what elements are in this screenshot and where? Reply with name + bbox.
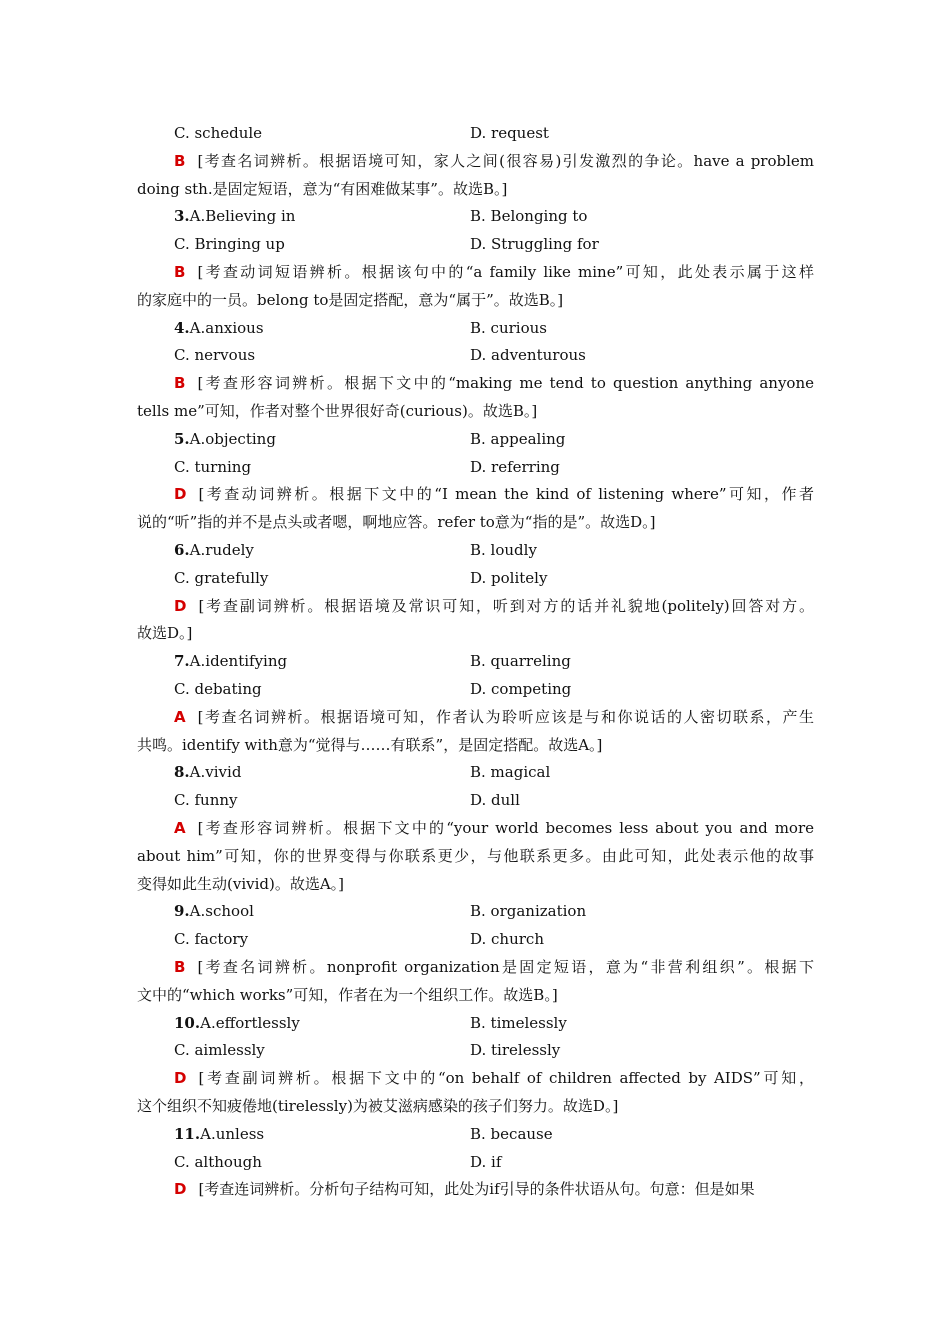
- explanation-line: [0, 953, 950, 981]
- explanation-line: [0, 147, 950, 175]
- question-number: 10.: [174, 1013, 201, 1032]
- option-a: C. funny: [174, 791, 238, 810]
- option-a: C. factory: [174, 930, 249, 949]
- option-a: C. although: [174, 1152, 262, 1171]
- explanation-line: [0, 619, 950, 647]
- option-line: [0, 925, 950, 953]
- answer-letter: B: [174, 263, 186, 281]
- question-number: 11.: [174, 1124, 201, 1143]
- option-a: C. nervous: [174, 346, 256, 365]
- explanation-first: B [考查名词辨析。根据语境可知，家人之间(很容易)引发激烈的争论。have a problem: [174, 151, 814, 170]
- question-number: 7.: [174, 652, 190, 671]
- explanation-line: [0, 870, 950, 898]
- explanation-line: [0, 508, 950, 536]
- explanation-line: [0, 258, 950, 286]
- explanation-continuation: 这个组织不知疲倦地(tirelessly)为被艾滋病感染的孩子们努力。故选D。]: [137, 1097, 619, 1115]
- option-a: C. aimlessly: [174, 1041, 265, 1060]
- question-number: 8.: [174, 763, 190, 782]
- explanation-line: [0, 175, 950, 203]
- explanation-continuation: doing sth.是固定短语，意为“有困难做某事”。故选B。]: [137, 179, 508, 198]
- option-b: D. politely: [470, 568, 548, 587]
- option-line: [0, 647, 950, 675]
- explanation-line: [0, 592, 950, 620]
- option-a: 9.A.school: [174, 902, 254, 921]
- option-line: [0, 1120, 950, 1148]
- explanation-line: [0, 369, 950, 397]
- option-b: D. adventurous: [470, 346, 586, 365]
- explanation-line: [0, 1175, 950, 1203]
- explanation-line: [0, 286, 950, 314]
- explanation-line: [0, 397, 950, 425]
- explanation-first: D [考查副词辨析。根据下文中的“on behalf of children affected by AIDS”可知，: [174, 1069, 814, 1088]
- option-line: [0, 119, 950, 147]
- option-line: [0, 536, 950, 564]
- option-line: [0, 786, 950, 814]
- option-line: [0, 453, 950, 481]
- option-b: D. competing: [470, 680, 572, 698]
- option-line: [0, 564, 950, 592]
- explanation-line: [0, 480, 950, 508]
- explanation-line: [0, 842, 950, 870]
- option-line: [0, 1009, 950, 1037]
- option-a: 4.A.anxious: [174, 318, 264, 337]
- option-b: D. request: [470, 124, 549, 142]
- option-a: 8.A.vivid: [174, 763, 242, 782]
- option-line: [0, 758, 950, 786]
- explanation-first: B [考查动词短语辨析。根据该句中的“a family like mine”可知，此处表示属于这样: [174, 263, 814, 281]
- option-b: B. quarreling: [470, 652, 571, 671]
- question-number: 5.: [174, 429, 190, 448]
- option-a: 6.A.rudely: [174, 541, 254, 559]
- explanation-first: A [考查形容词辨析。根据下文中的“your world becomes less about you and more: [174, 819, 814, 837]
- option-b: B. because: [470, 1124, 553, 1143]
- option-line: [0, 1036, 950, 1064]
- answer-letter: D: [174, 1180, 187, 1199]
- option-b: D. Struggling for: [470, 235, 599, 254]
- option-b: D. church: [470, 930, 544, 949]
- option-line: [0, 341, 950, 369]
- option-b: B. magical: [470, 763, 551, 782]
- option-line: [0, 675, 950, 703]
- explanation-line: [0, 731, 950, 759]
- explanation-first: B [考查名词辨析。nonprofit organization是固定短语，意为“非营利组织”。根据下: [174, 958, 814, 976]
- option-a: C. Bringing up: [174, 235, 285, 254]
- question-number: 6.: [174, 541, 190, 559]
- answer-letter: D: [174, 1069, 187, 1088]
- answer-letter: B: [174, 958, 186, 976]
- option-a: C. debating: [174, 680, 262, 698]
- option-b: D. tirelessly: [470, 1041, 561, 1060]
- explanation-line: [0, 1064, 950, 1092]
- answer-letter: D: [174, 485, 187, 504]
- option-line: [0, 314, 950, 342]
- option-b: B. loudly: [470, 541, 537, 559]
- option-b: B. timelessly: [470, 1013, 567, 1032]
- answer-letter: A: [174, 707, 186, 726]
- explanation-continuation: 说的“听”指的并不是点头或者嗯，啊地应答。refer to意为“指的是”。故选D。]: [137, 513, 656, 532]
- option-b: B. organization: [470, 902, 587, 921]
- option-line: [0, 1148, 950, 1176]
- explanation-first: B [考查形容词辨析。根据下文中的“making me tend to question anything anyone: [174, 374, 814, 393]
- question-number: 3.: [174, 207, 190, 226]
- option-a: 11.A.unless: [174, 1124, 265, 1143]
- option-b: D. dull: [470, 791, 520, 810]
- option-a: C. gratefully: [174, 568, 269, 587]
- explanation-first: A [考查名词辨析。根据语境可知，作者认为聆听应该是与和你说话的人密切联系，产生: [174, 707, 814, 726]
- option-b: B. Belonging to: [470, 207, 588, 226]
- explanation-line: [0, 1092, 950, 1120]
- option-b: D. referring: [470, 457, 560, 476]
- question-number: 4.: [174, 318, 190, 337]
- option-b: D. if: [470, 1152, 502, 1171]
- explanation-line: [0, 814, 950, 842]
- explanation-line: [0, 703, 950, 731]
- option-a: C. schedule: [174, 124, 263, 142]
- explanation-continuation: 故选D。]: [137, 624, 193, 643]
- explanation-continuation: 文中的“which works”可知，作者在为一个组织工作。故选B。]: [137, 985, 558, 1004]
- explanation-continuation: about him”可知，你的世界变得与你联系更少，与他联系更多。由此可知，此处表示他的故事: [137, 846, 814, 865]
- option-line: [0, 230, 950, 258]
- explanation-continuation: 变得如此生动(vivid)。故选A。]: [137, 874, 345, 893]
- explanation-continuation: tells me”可知，作者对整个世界很好奇(curious)。故选B。]: [137, 402, 538, 420]
- option-a: 10.A.effortlessly: [174, 1013, 300, 1032]
- explanation-first: D [考查动词辨析。根据下文中的“I mean the kind of listening where”可知，作者: [174, 485, 814, 504]
- answer-letter: B: [174, 151, 186, 170]
- answer-letter: D: [174, 596, 187, 615]
- option-a: 7.A.identifying: [174, 652, 288, 671]
- answer-letter: A: [174, 819, 186, 837]
- option-line: [0, 202, 950, 230]
- answer-letter: B: [174, 374, 186, 393]
- option-b: B. appealing: [470, 429, 566, 448]
- explanation-line: [0, 981, 950, 1009]
- option-line: [0, 425, 950, 453]
- option-line: [0, 897, 950, 925]
- question-number: 9.: [174, 902, 190, 921]
- explanation-continuation: 共鸣。identify with意为“觉得与……有联系”，是固定搭配。故选A。]: [137, 735, 603, 754]
- option-a: C. turning: [174, 457, 252, 476]
- option-b: B. curious: [470, 318, 547, 337]
- explanation-first: D [考查连词辨析。分析句子结构可知，此处为if引导的条件状语从句。句意：但是如果: [174, 1180, 755, 1199]
- option-a: 3.A.Believing in: [174, 207, 296, 226]
- explanation-continuation: 的家庭中的一员。belong to是固定搭配，意为“属于”。故选B。]: [137, 290, 564, 309]
- explanation-first: D [考查副词辨析。根据语境及常识可知，听到对方的话并礼貌地(politely)回答对方。: [174, 596, 814, 615]
- option-a: 5.A.objecting: [174, 429, 276, 448]
